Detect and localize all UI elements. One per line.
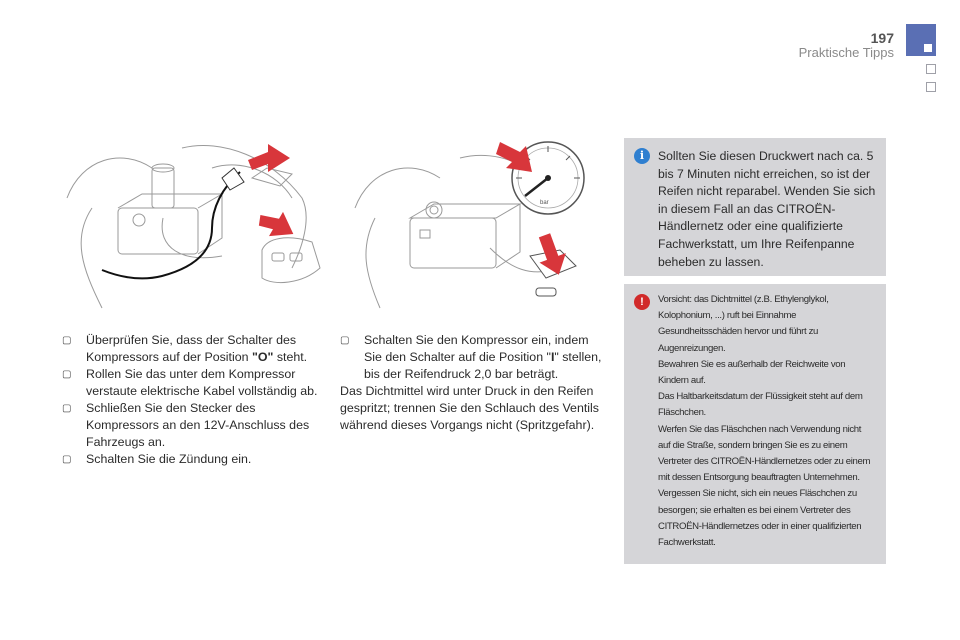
bullet-icon: ▢ <box>62 335 72 346</box>
info-box <box>624 138 886 276</box>
section-tab[interactable] <box>926 64 936 74</box>
bullet-icon: ▢ <box>62 454 72 465</box>
info-text: Sollten Sie diesen Druckwert nach ca. 5 bis 7 Minuten nicht erreichen, so ist der Reifen nicht reparabel. Wenden Sie sich in diesem Fall an das CITROËN-Händlernetz oder eine qualifizierte Fachwerkstatt, um Ihre Reifenpanne beheben zu lassen. <box>658 149 876 269</box>
step-item <box>62 366 326 400</box>
warning-box <box>624 284 886 564</box>
warning-line: Kolophonium, ...) ruft bei Einnahme <box>658 310 797 322</box>
step-text: Rollen Sie das unter dem Kompressor verstaute elektrische Kabel vollständig ab. <box>86 367 318 398</box>
step-text-bold: "O" <box>251 350 274 364</box>
bullet-icon: ▢ <box>62 403 72 414</box>
warning-line: Augenreizungen. <box>658 342 726 354</box>
section-title: Praktische Tipps <box>798 45 894 60</box>
bullet-icon: ▢ <box>62 369 72 380</box>
step-item <box>62 451 326 468</box>
step-text: Schließen Sie den Stecker des Kompressors an den 12V-Anschluss des Fahrzeugs an. <box>86 401 310 449</box>
warning-text <box>658 292 880 551</box>
step-text: steht. <box>273 350 308 364</box>
middle-instructions <box>340 332 606 434</box>
compressor-gauge-drawing <box>350 138 614 316</box>
step-text: Überprüfen Sie, dass der Schalter des Kompressors auf der Position <box>86 333 297 364</box>
warning-line: Bewahren Sie es außerhalb der Reichweite von <box>658 358 846 370</box>
warning-line: Vertreter des CITROËN-Händlernetzes oder zu einem <box>658 456 871 468</box>
page-number: 197 <box>870 30 894 46</box>
warning-line: Vergessen Sie nicht, sich ein neues Fläschchen zu <box>658 488 857 500</box>
info-icon: i <box>634 148 650 164</box>
warning-line: besorgen; sie erhalten es bei einem Vertreter des <box>658 504 851 516</box>
section-tab-active[interactable] <box>906 24 936 56</box>
warning-line: Fläschchen. <box>658 407 706 419</box>
step-item <box>340 332 606 383</box>
step-text-bold: I <box>550 350 555 364</box>
step-text: " stellen, bis der Reifendruck 2,0 bar beträgt. <box>364 350 602 381</box>
step-text: Schalten Sie die Zündung ein. <box>86 452 252 466</box>
warning-line: Das Haltbarkeitsdatum der Flüssigkeit steht auf dem <box>658 391 863 403</box>
pressure-note: Das Dichtmittel wird unter Druck in den Reifen gespritzt; trennen Sie den Schlauch des Ventils während dieses Vorgangs nicht (Spritzgefahr). <box>340 384 599 432</box>
gauge-unit-label: bar <box>540 200 549 206</box>
warning-line: Kindern auf. <box>658 375 706 387</box>
step-text: Schalten Sie den Kompressor ein, indem Sie den Schalter auf die Position " <box>364 333 589 364</box>
warning-line: Fachwerkstatt. <box>658 537 716 549</box>
compressor-plug-illustration <box>62 138 326 316</box>
warning-line: Werfen Sie das Fläschchen nach Verwendung nicht <box>658 423 862 435</box>
warning-line: Gesundheitsschäden hervor und führt zu <box>658 326 819 338</box>
section-tab[interactable] <box>926 82 936 92</box>
warning-line: mit dessen Entsorgung beauftragten Unternehmen. <box>658 472 860 484</box>
warning-line: CITROËN-Händlernetzes oder in einer qualifizierten <box>658 520 862 532</box>
step-item <box>62 332 326 366</box>
compressor-plug-drawing <box>62 138 326 316</box>
bullet-icon: ▢ <box>340 335 350 346</box>
compressor-gauge-illustration <box>350 138 614 316</box>
step-item <box>62 400 326 451</box>
warning-line: auf die Straße, sondern bringen Sie es zu einem <box>658 439 848 451</box>
left-instructions <box>62 332 326 468</box>
warning-icon: ! <box>634 294 650 310</box>
tab-marker <box>924 44 932 52</box>
warning-line: Vorsicht: das Dichtmittel (z.B. Ethylenglykol, <box>658 294 829 305</box>
